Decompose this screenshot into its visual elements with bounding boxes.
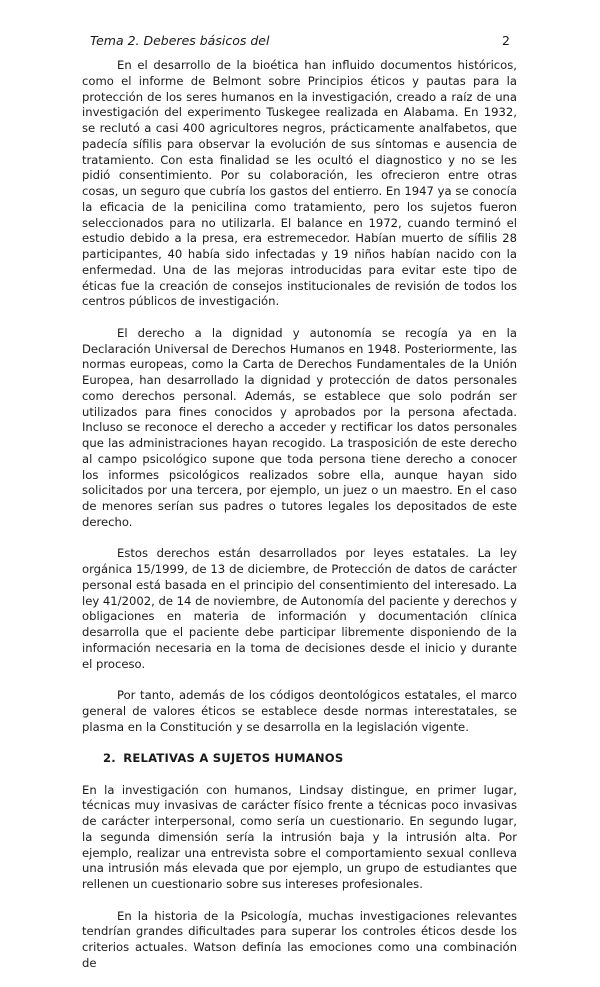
paragraph-leyes: Estos derechos están desarrollados por leyes estatales. La ley orgánica 15/1999, de 13 de diciembre, de Protección de datos de carácter personal está basada en el principio del consentimiento del interesado. La ley 41/2002, de 14 de noviembre, de Autonomía del paciente y derechos y obligaciones en materia de información y documentación clínica desarrolla que el paciente debe participar libremente disponiendo de la información necesaria en la toma de decisiones desde el inicio y durante el proceso. (82, 546, 517, 671)
paragraph-belmont: En el desarrollo de la bioética han influido documentos históricos, como el informe de Belmont sobre Principios éticos y pautas para la protección de los seres humanos en la investigación, creado a raíz de una investigación del experimento Tuskegee realizada en Alabama. En 1932, se reclutó a casi 400 agricultores negros, prácticamente analfabetos, que padecía sífilis para observar la evolución de sus síntomas e ausencia de tratamiento. Con esta finalidad se les ocultó el diagnostico y no se les pidió consentimiento. Por su colaboración, les ofrecieron entre otras cosas, un seguro que cubría los gastos del entierro. En 1947 ya se conocía la eficacia de la penicilina como tratamiento, pero los sujetos fueron seleccionados para no utilizarla. El balance en 1972, cuando terminó el estudio debido a la presa, era estremecedor. Habían muerto de sífilis 28 participantes, 40 había sido infectadas y 19 niños habían nacido con la enfermedad. Una de las mejoras introducidas para evitar este tipo de éticas fue la creación de consejos institucionales de revisión de todos los centros públicos de investigación. (82, 58, 517, 309)
section-number: 2. (103, 751, 116, 765)
header-title: Tema 2. Deberes básicos del (90, 33, 270, 48)
page-header (90, 33, 510, 49)
section-heading (82, 751, 517, 767)
section-title: RELATIVAS A SUJETOS HUMANOS (123, 751, 344, 765)
paragraph-lindsay: En la investigación con humanos, Lindsay distingue, en primer lugar, técnicas muy invasivas de carácter físico frente a técnicas poco invasivas de carácter interpersonal, como sería un cuestionario. En segundo lugar, la segunda dimensión sería la intrusión baja y la intrusión alta. Por ejemplo, realizar una entrevista sobre el comportamiento sexual conlleva una intrusión más elevada que por ejemplo, un grupo de estudiantes que rellenen un cuestionario sobre sus intereses profesionales. (82, 782, 517, 891)
document-body (82, 58, 517, 987)
page-number: 2 (502, 33, 510, 48)
paragraph-historia: En la historia de la Psicología, muchas investigaciones relevantes tendrían grandes dificultades para superar los controles éticos desde los criterios actuales. Watson definía las emociones como una combinación de (82, 908, 517, 970)
paragraph-conclusion: Por tanto, además de los códigos deontológicos estatales, el marco general de valores éticos se establece desde normas interestatales, se plasma en la Constitución y se desarrolla en la legislación vigente. (82, 688, 517, 734)
paragraph-dignidad: El derecho a la dignidad y autonomía se recogía ya en la Declaración Universal de Derechos Humanos en 1948. Posteriormente, las normas europeas, como la Carta de Derechos Fundamentales de la Unión Europea, han desarrollado la dignidad y protección de datos personales como derechos personal. Además, se establece que solo podrán ser utilizados para fines conocidos y aprobados por la persona afectada. Incluso se reconoce el derecho a acceder y rectificar los datos personales que las administraciones hayan recogido. La trasposición de este derecho al campo psicológico supone que toda persona tiene derecho a conocer los informes psicológicos realizados sobre ella, aunque hayan sido solicitados por una tercera, por ejemplo, un juez o un maestro. En el caso de menores serían sus padres o tutores legales los depositados de este derecho. (82, 325, 517, 529)
